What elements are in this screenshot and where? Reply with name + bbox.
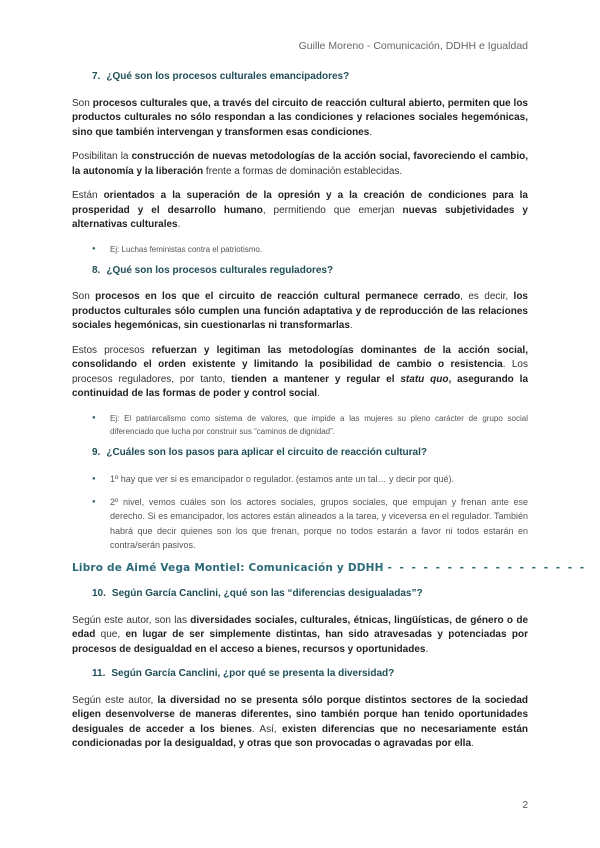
text: . Los procesos reguladores, por tanto, (72, 359, 528, 385)
paragraph (72, 614, 528, 658)
question-number: 7. (92, 71, 101, 82)
text: frente a formas de dominación establecidas. (203, 165, 403, 177)
bullet-list (72, 243, 528, 256)
bold-text: diversidades sociales, culturales, étnicas, lingüísticas, de género o de edad (72, 614, 528, 640)
question-title: Según García Canclini, ¿qué son las “diferencias desigualadas”? (111, 588, 423, 599)
list-item: ● Ej: El patriarcalismo como sistema de valores, que impide a las mujeres su pleno carácter de grupo social diferenciado que lucha por construir sus “caminos de dignidad”. (72, 412, 528, 438)
list-item: ● 1º hay que ver si es emancipador o regulador. (estamos ante un tal… y decir por qué). (72, 472, 528, 487)
question-8-heading (92, 264, 528, 279)
text: Posibilitan la (72, 151, 132, 162)
question-11-heading (92, 667, 528, 682)
bold-text: existen diferencias que no necesariamente están condicionadas por la desigualdad, y otras que son provocadas o agravadas por ella (72, 723, 528, 749)
page-number: 2 (522, 800, 528, 811)
bullet-list (72, 472, 528, 553)
bold-text: nuevas subjetividades y alternativas culturales (72, 204, 528, 230)
question-title: Según García Canclini, ¿por qué se presenta la diversidad? (111, 668, 395, 679)
bullet-list (72, 412, 528, 438)
question-number: 11. (92, 668, 106, 679)
page-content (72, 70, 587, 762)
paragraph (72, 344, 528, 402)
italic-text: statu quo (400, 373, 449, 385)
section-title-text: Libro de Aimé Vega Montiel: Comunicación y DDHH (72, 561, 384, 574)
text: . (317, 388, 320, 399)
bold-text: los productos culturales sólo cumplen una función adaptativa y de reproducción de las relaciones sociales hegemónicas, sin cuestionarlas ni transformarlas (72, 291, 528, 331)
question-number: 10. (92, 588, 106, 599)
text: , permitiendo que emerjan (262, 204, 403, 216)
text: . (425, 643, 429, 655)
question-10-heading (92, 587, 528, 602)
text: Son (72, 97, 93, 109)
bold-text: orientados a la superación de la opresión y a la creación de condiciones para la prosperidad y el desarrollo humano (72, 190, 528, 216)
paragraph (72, 189, 528, 233)
question-9-heading (92, 446, 528, 461)
text: Según este autor, son las (72, 614, 191, 626)
text: . (471, 738, 474, 749)
bold-text: en lugar de ser simplemente distintas, han sido atravesadas y potenciadas por procesos de desigualdad en el acceso a bienes, recursos y oportunidades (72, 629, 528, 655)
question-title: ¿Cuáles son los pasos para aplicar el circuito de reacción cultural? (106, 446, 428, 458)
question-number: 8. (92, 264, 101, 276)
text: . (349, 320, 353, 331)
text: . (369, 126, 373, 138)
text: Estos procesos (72, 344, 152, 356)
running-header: Guille Moreno - Comunicación, DDHH e Igualdad (298, 40, 528, 52)
text: , es decir, (460, 291, 514, 302)
bold-text: refuerzan y legitiman las metodologías dominantes de la acción social, consolidando el orden existente y limitando la posibilidad de cambio o resistencia (72, 344, 528, 370)
bold-text: procesos culturales que, a través del circuito de reacción cultural abierto, permiten que los productos culturales no sólo respondan a las condiciones y relaciones sociales hegemónicas, sino que también intervengan y transformen esas condiciones (72, 97, 528, 138)
list-item: ● Ej: Luchas feministas contra el patriotismo. (72, 243, 528, 256)
paragraph (72, 694, 528, 752)
bold-text: tienden a mantener y regular el (231, 373, 401, 385)
text: Son (72, 291, 96, 302)
bold-text: , asegurando la continuidad de las formas de poder y control social (72, 373, 529, 399)
paragraph (72, 150, 528, 179)
text: Según este autor, (72, 694, 158, 706)
list-item: ● 2º nivel, vemos cuáles son los actores sociales, grupos sociales, que empujan y frenan ante ese derecho. Si es emancipador, los actores están alineados a la tarea, y viceversa en el regulador. También habrá que decir quienes son los que frenan, porque no todos estarán a favor ni todos estarán en contra/serán pasivos. (72, 495, 528, 553)
text: que, (95, 629, 126, 640)
bold-text: la diversidad no se presenta sólo porque distintos sectores de la sociedad eligen desenvolverse de maneras diferentes, sino también porque han tenido oportunidades desiguales de acceder a los bienes (72, 694, 528, 735)
question-title: ¿Qué son los procesos culturales emancipadores? (106, 71, 350, 82)
question-7-heading (92, 70, 528, 85)
bold-text: construcción de nuevas metodologías de la acción social, favoreciendo el cambio, la autonomía y la liberación (72, 151, 528, 177)
text: . (177, 219, 181, 230)
bold-text: procesos en los que el circuito de reacción cultural permanece cerrado (95, 291, 461, 302)
text: . Así, (251, 723, 283, 735)
question-number: 9. (92, 446, 101, 458)
paragraph (72, 97, 528, 141)
text: Están (72, 190, 104, 201)
question-title: ¿Qué son los procesos culturales reguladores? (106, 264, 334, 276)
paragraph (72, 290, 528, 334)
section-title (72, 561, 587, 576)
section-title-dashes: - - - - - - - - - - - - - - - - - (387, 561, 587, 574)
